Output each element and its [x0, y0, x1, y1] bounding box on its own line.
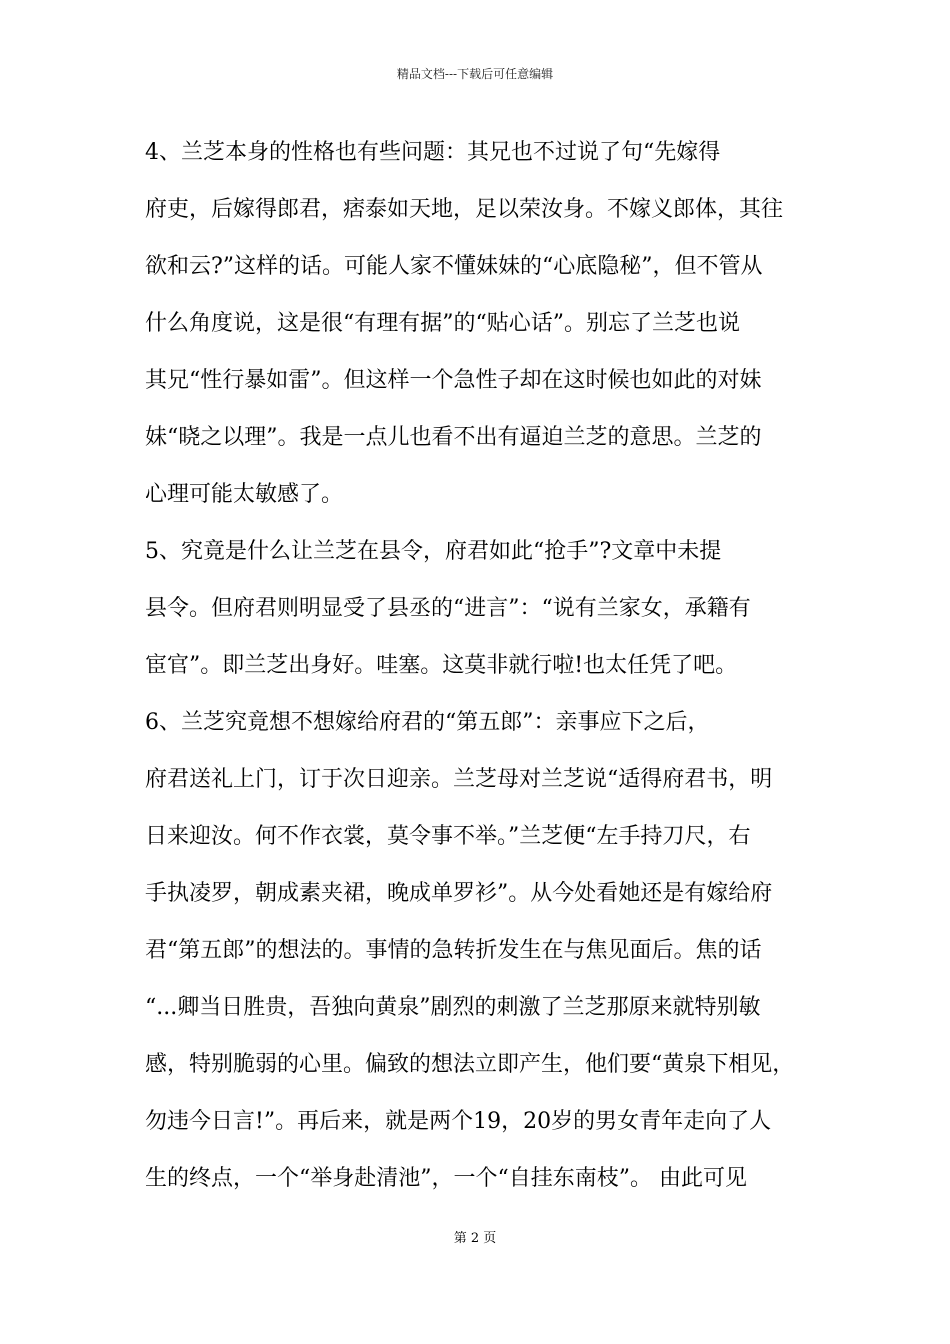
- text-line: “...卿当日胜贵，吾独向黄泉”剧烈的刺激了兰芝那原来就特别敏: [145, 995, 761, 1020]
- text-line: 什么角度说，这是很“有理有据”的“贴心话”。别忘了兰芝也说: [145, 311, 740, 336]
- text-line: 妹“晓之以理”。我是一点儿也看不出有逼迫兰芝的意思。兰芝的: [145, 425, 762, 450]
- text-line: 欲和云?”这样的话。可能人家不懂妹妹的“心底隐秘”，但不管从: [145, 254, 763, 279]
- text-line: 宦官”。即兰芝出身好。哇塞。这莫非就行啦!也太任凭了吧。: [145, 653, 738, 678]
- text-line: 心理可能太敏感了。: [145, 482, 344, 507]
- text-line: 府吏，后嫁得郎君，痞泰如天地，足以荣汝身。不嫁义郎体，其往: [145, 197, 784, 222]
- page-number: 第 2 页: [453, 1231, 497, 1246]
- text-line: 手执凌罗，朝成素夹裙，晚成单罗衫”。从今处看她还是有嫁给府: [145, 881, 773, 906]
- text-line: 5、究竟是什么让兰芝在县令，府君如此“抢手”?文章中未提: [145, 539, 722, 564]
- text-line: 生的终点，一个“举身赴清池”，一个“自挂东南枝”。 由此可见: [145, 1166, 747, 1191]
- text-line: 感，特别脆弱的心里。偏致的想法立即产生，他们要“黄泉下相见，: [145, 1052, 795, 1077]
- text-line: 勿违今日言!”。再后来，就是两个19，20岁的男女青年走向了人: [145, 1109, 772, 1134]
- text-line: 其兄“性行暴如雷”。但这样一个急性子却在这时候也如此的对妹: [145, 368, 762, 393]
- text-line: 6、兰芝究竟想不想嫁给府君的“第五郎”：亲事应下之后，: [145, 710, 710, 735]
- page-header: 精品文档---下载后可任意编辑: [396, 67, 554, 81]
- text-line: 日来迎汝。何不作衣裳，莫令事不举。”兰芝便“左手持刀尺，右: [145, 824, 751, 849]
- text-line: 君“第五郎”的想法的。事情的急转折发生在与焦见面后。焦的话: [145, 938, 762, 963]
- text-line: 府君送礼上门，订于次日迎亲。兰芝母对兰芝说“适得府君书，明: [145, 767, 773, 792]
- text-line: 县令。但府君则明显受了县丞的“进言”：“说有兰家女，承籍有: [145, 596, 751, 621]
- text-line: 4、兰芝本身的性格也有些问题：其兄也不过说了句“先嫁得: [145, 140, 721, 165]
